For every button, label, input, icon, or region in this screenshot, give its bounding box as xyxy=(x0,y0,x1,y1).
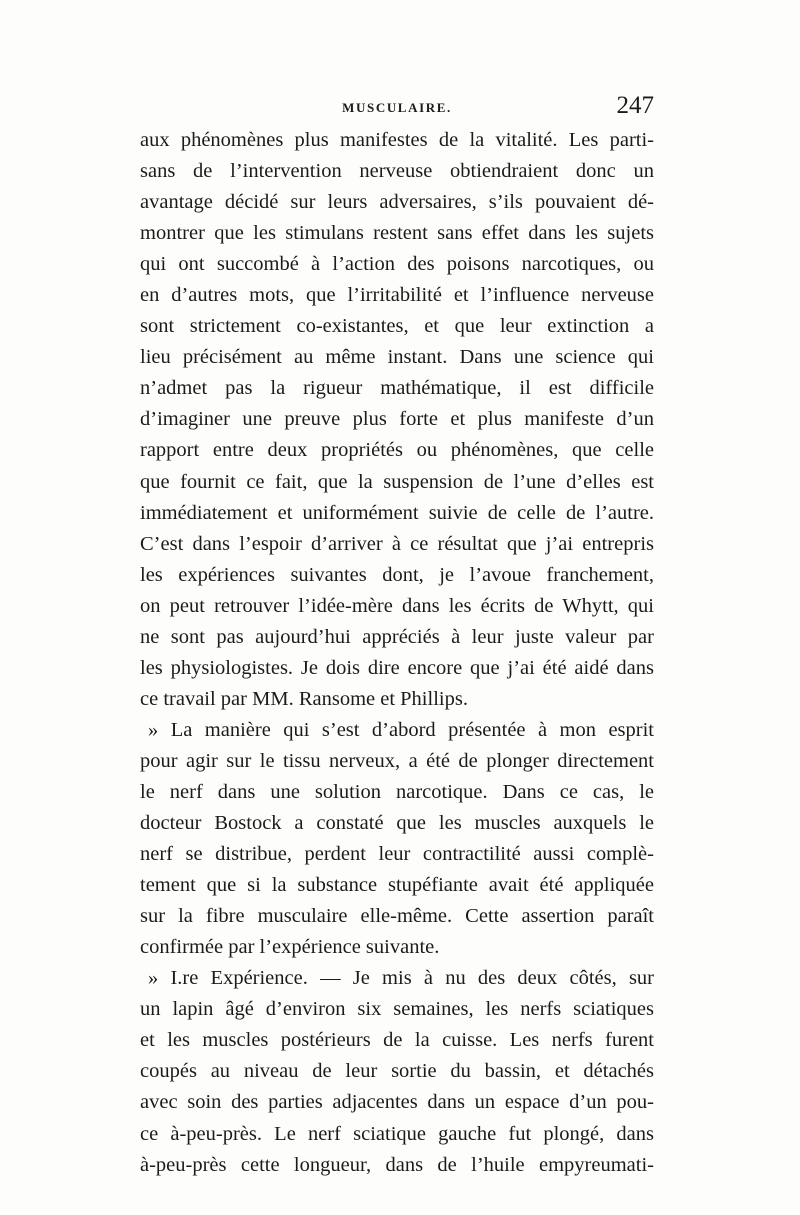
text-line: les expériences suivantes dont, je l’avoue franchement, xyxy=(140,563,654,586)
text-line: avec soin des parties adjacentes dans un espace d’un pou- xyxy=(140,1091,654,1114)
text-line: à-peu-près cette longueur, dans de l’huile empyreumati- xyxy=(140,1153,654,1176)
text-line: sur la fibre musculaire elle-même. Cette assertion paraît xyxy=(140,905,654,928)
text-line: un lapin âgé d’environ six semaines, les nerfs sciatiques xyxy=(140,998,654,1021)
text-line: docteur Bostock a constaté que les muscles auxquels le xyxy=(140,812,654,835)
text-line: sont strictement co-existantes, et que leur extinction a xyxy=(140,315,654,338)
text-line: qui ont succombé à l’action des poisons narcotiques, ou xyxy=(140,253,654,276)
text-line: et les muscles postérieurs de la cuisse. Les nerfs furent xyxy=(140,1029,654,1052)
text-line: ce à-peu-près. Le nerf sciatique gauche fut plongé, dans xyxy=(140,1122,654,1145)
text-line: lieu précisément au même instant. Dans une science qui xyxy=(140,346,654,369)
text-line: montrer que les stimulans restent sans effet dans les sujets xyxy=(140,222,654,245)
text-line: en d’autres mots, que l’irritabilité et l’influence nerveuse xyxy=(140,284,654,307)
text-line: le nerf dans une solution narcotique. Dans ce cas, le xyxy=(140,780,654,803)
text-line: rapport entre deux propriétés ou phénomènes, que celle xyxy=(140,439,654,462)
text-line: ne sont pas aujourd’hui appréciés à leur juste valeur par xyxy=(140,625,654,648)
page-header xyxy=(140,92,654,124)
text-line: les physiologistes. Je dois dire encore que j’ai été aidé dans xyxy=(140,656,654,679)
text-line: coupés au niveau de leur sortie du bassin, et détachés xyxy=(140,1060,654,1083)
text-line: pour agir sur le tissu nerveux, a été de plonger directement xyxy=(140,749,654,772)
text-line: ce travail par MM. Ransome et Phillips. xyxy=(140,687,468,710)
text-line: tement que si la substance stupéfiante avait été appliquée xyxy=(140,874,654,897)
text-line: C’est dans l’espoir d’arriver à ce résultat que j’ai entrepris xyxy=(140,532,654,555)
text-line: confirmée par l’expérience suivante. xyxy=(140,936,440,959)
text-line: on peut retrouver l’idée-mère dans les écrits de Whytt, qui xyxy=(140,594,654,617)
text-line: » La manière qui s’est d’abord présentée à mon esprit xyxy=(148,718,654,741)
text-line: que fournit ce fait, que la suspension de l’une d’elles est xyxy=(140,470,654,493)
text-line: d’imaginer une preuve plus forte et plus manifeste d’un xyxy=(140,408,654,431)
text-line: avantage décidé sur leurs adversaires, s’ils pouvaient dé- xyxy=(140,191,654,214)
text-line: » I.re Expérience. — Je mis à nu des deux côtés, sur xyxy=(148,967,654,990)
body-text xyxy=(140,125,654,1181)
text-line: nerf se distribue, perdent leur contractilité aussi complè- xyxy=(140,843,654,866)
text-line: n’admet pas la rigueur mathématique, il est difficile xyxy=(140,377,654,400)
text-line: immédiatement et uniformément suivie de celle de l’autre. xyxy=(140,501,654,524)
page-number: 247 xyxy=(616,92,654,119)
text-line: aux phénomènes plus manifestes de la vitalité. Les parti- xyxy=(140,129,654,151)
text-line: sans de l’intervention nerveuse obtiendraient donc un xyxy=(140,160,654,183)
running-head: MUSCULAIRE. xyxy=(342,100,452,115)
